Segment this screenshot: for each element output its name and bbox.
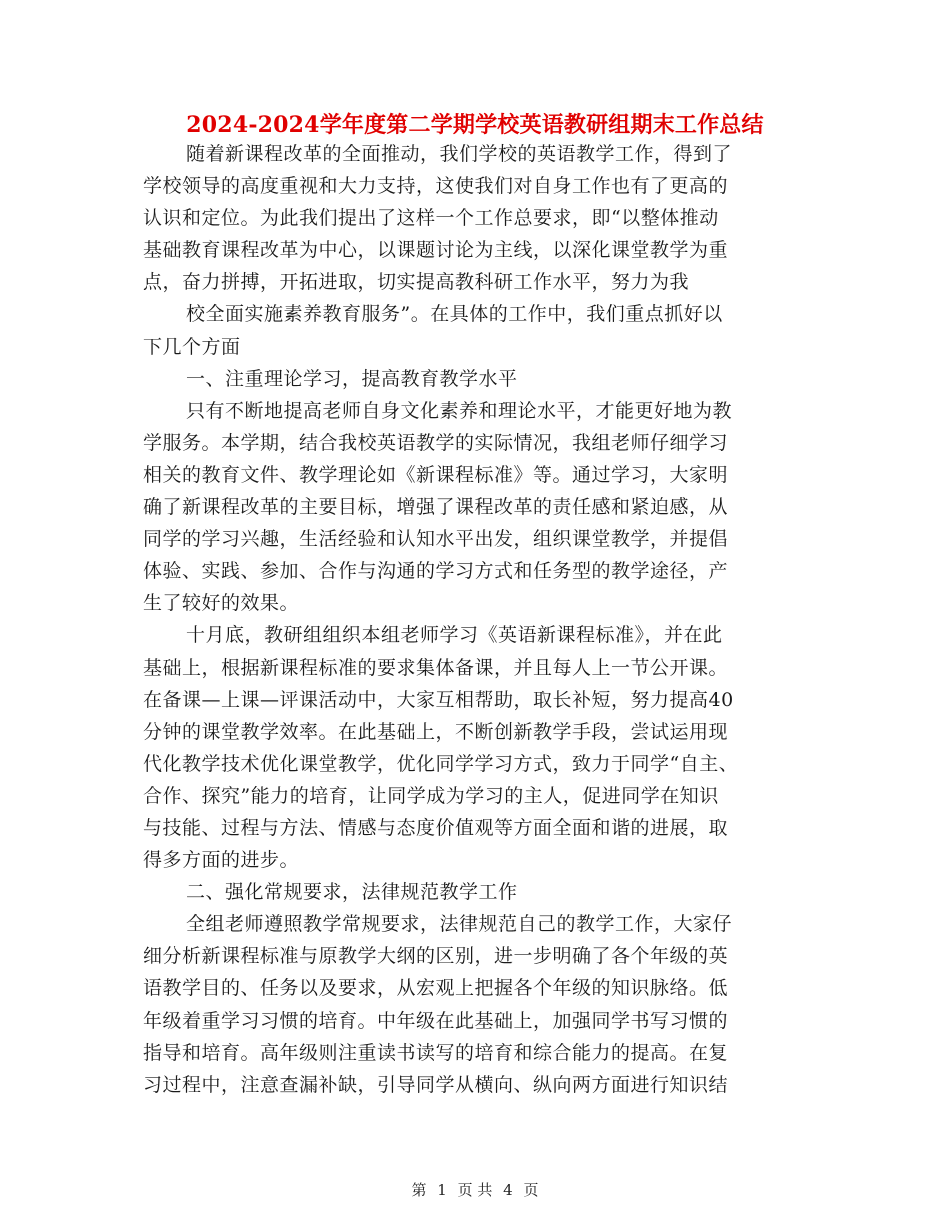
page-footer: [0, 1180, 950, 1200]
footer-suffix: 页: [523, 1181, 539, 1199]
text-line: 只有不断地提高老师自身文化素养和理论水平，才能更好地为教: [186, 399, 733, 422]
text-line: 生了较好的效果。: [143, 592, 300, 615]
text-line: 在备课—上课—评课活动中，大家互相帮助，取长补短，努力提高40: [143, 688, 734, 711]
text-line: 全组老师遵照教学常规要求，法律规范自己的教学工作，大家仔: [186, 913, 733, 936]
text-line: 分钟的课堂教学效率。在此基础上，不断创新教学手段，尝试运用现: [143, 720, 729, 743]
document-body: [143, 138, 803, 1101]
text-line: 下几个方面: [143, 335, 241, 358]
section-heading: 一、注重理论学习，提高教育教学水平: [186, 367, 518, 390]
text-line: 校全面实施素养教育服务”。在具体的工作中，我们重点抓好以: [186, 303, 723, 326]
text-line: 点，奋力拼搏，开拓进取，切实提高教科研工作水平，努力为我: [143, 271, 690, 294]
text-line: 同学的学习兴趣，生活经验和认知水平出发，组织课堂教学，并提倡: [143, 528, 729, 551]
footer-middle: 页 共: [457, 1181, 493, 1199]
text-line: 习过程中，注意查漏补缺，引导同学从横向、纵向两方面进行知识结: [143, 1073, 729, 1096]
text-line: 基础教育课程改革为中心，以课题讨论为主线，以深化课堂教学为重: [143, 239, 729, 262]
text-line: 基础上，根据新课程标准的要求集体备课，并且每人上一节公开课。: [143, 656, 729, 679]
text-line: 体验、实践、参加、合作与沟通的学习方式和任务型的教学途径，产: [143, 560, 729, 583]
text-line: 相关的教育文件、教学理论如《新课程标准》等。通过学习，大家明: [143, 463, 729, 486]
text-line: 语教学目的、任务以及要求，从宏观上把握各个年级的知识脉络。低: [143, 977, 729, 1000]
text-line: 得多方面的进步。: [143, 849, 300, 872]
text-line: 年级着重学习习惯的培育。中年级在此基础上，加强同学书写习惯的: [143, 1009, 729, 1032]
footer-total-pages: 4: [503, 1181, 513, 1199]
text-line: 代化教学技术优化课堂教学，优化同学学习方式，致力于同学“自主、: [143, 752, 739, 775]
text-line: 十月底，教研组组织本组老师学习《英语新课程标准》，并在此: [186, 624, 723, 647]
text-line: 确了新课程改革的主要目标，增强了课程改革的责任感和紧迫感，从: [143, 496, 729, 519]
section-heading: 二、强化常规要求，法律规范教学工作: [186, 881, 518, 904]
text-line: 合作、探究”能力的培育，让同学成为学习的主人，促进同学在知识: [143, 784, 719, 807]
document-title: 2024-2024学年度第二学期学校英语教研组期末工作总结: [186, 112, 764, 138]
text-line: 与技能、过程与方法、情感与态度价值观等方面全面和谐的进展，取: [143, 816, 729, 839]
text-line: 随着新课程改革的全面推动，我们学校的英语教学工作，得到了: [186, 143, 733, 165]
text-line: 认识和定位。为此我们提出了这样一个工作总要求，即“以整体推动: [143, 207, 719, 230]
footer-page-number: 1: [437, 1181, 447, 1199]
footer-prefix: 第: [411, 1181, 427, 1199]
text-line: 学校领导的高度重视和大力支持，这使我们对自身工作也有了更高的: [143, 175, 729, 198]
text-line: 指导和培育。高年级则注重读书读写的培育和综合能力的提高。在复: [143, 1041, 729, 1064]
text-line: 细分析新课程标准与原教学大纲的区别，进一步明确了各个年级的英: [143, 945, 729, 968]
text-line: 学服务。本学期，结合我校英语教学的实际情况，我组老师仔细学习: [143, 431, 729, 454]
